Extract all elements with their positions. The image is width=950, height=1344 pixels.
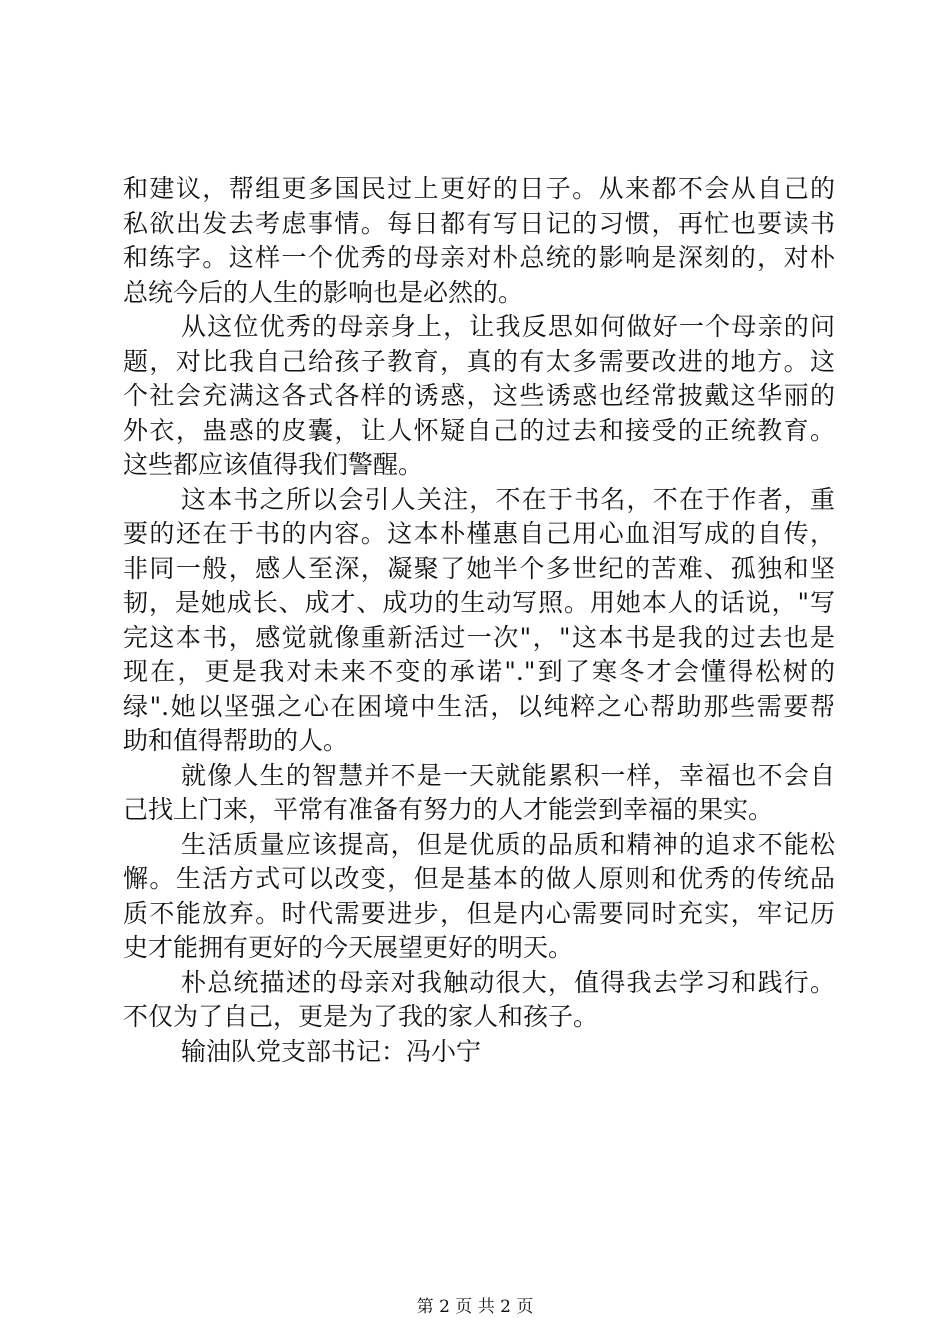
text-line-3: 和练字。这样一个优秀的母亲对朴总统的影响是深刻的，对朴: [123, 243, 835, 272]
text-line-11: 要的还在于书的内容。这本朴槿惠自己用心血泪写成的自传，: [123, 519, 835, 548]
signature-line: 输油队党支部书记：冯小宁: [181, 1036, 482, 1066]
text-line-21: 懈。生活方式可以改变，但是基本的做人原则和优秀的传统品: [123, 864, 835, 893]
page-footer: [0, 1296, 950, 1318]
text-line-14: 完这本书，感觉就像重新活过一次"，"这本书是我的过去也是: [123, 622, 835, 652]
text-line-25: 不仅为了自己，更是为了我的家人和孩子。: [123, 1002, 599, 1031]
text-line-20: 生活质量应该提高，但是优质的品质和精神的追求不能松: [181, 829, 835, 859]
text-line-9: 这些都应该值得我们警醒。: [123, 450, 424, 479]
page-number-label: 第 2 页 共 2 页: [416, 1297, 534, 1317]
text-line-4: 总统今后的人生的影响也是必然的。: [123, 277, 524, 307]
text-line-24: 朴总统描述的母亲对我触动很大，值得我去学习和践行。: [181, 967, 835, 997]
text-line-10: 这本书之所以会引人关注，不在于书名，不在于作者，重: [181, 484, 835, 514]
text-line-19: 己找上门来，平常有准备有努力的人才能尝到幸福的果实。: [123, 795, 774, 824]
text-line-8: 外衣，蛊惑的皮囊，让人怀疑自己的过去和接受的正统教育。: [123, 415, 835, 445]
text-line-1: 和建议，帮组更多国民过上更好的日子。从来都不会从自己的: [123, 174, 835, 203]
text-line-7: 个社会充满这各式各样的诱惑，这些诱惑也经常披戴这华丽的: [123, 381, 835, 410]
text-line-18: 就像人生的智慧并不是一天就能累积一样，幸福也不会自: [181, 760, 835, 790]
document-body: [123, 172, 835, 1069]
text-line-13: 韧，是她成长、成才、成功的生动写照。用她本人的话说，"写: [123, 588, 835, 617]
text-line-6: 题，对比我自己给孩子教育，真的有太多需要改进的地方。这: [123, 346, 835, 376]
text-line-5: 从这位优秀的母亲身上，让我反思如何做好一个母亲的问: [181, 312, 835, 341]
text-line-12: 非同一般，感人至深，凝聚了她半个多世纪的苦难、孤独和坚: [123, 553, 835, 583]
text-line-17: 助和值得帮助的人。: [123, 726, 349, 755]
text-line-23: 史才能拥有更好的今天展望更好的明天。: [123, 933, 574, 962]
text-line-16: 绿".她以坚强之心在困境中生活，以纯粹之心帮助那些需要帮: [123, 691, 835, 721]
text-line-2: 私欲出发去考虑事情。每日都有写日记的习惯，再忙也要读书: [123, 208, 835, 238]
text-line-22: 质不能放弃。时代需要进步，但是内心需要同时充实，牢记历: [123, 898, 835, 928]
text-line-15: 现在，更是我对未来不变的承诺"."到了寒冬才会懂得松树的: [123, 657, 835, 686]
